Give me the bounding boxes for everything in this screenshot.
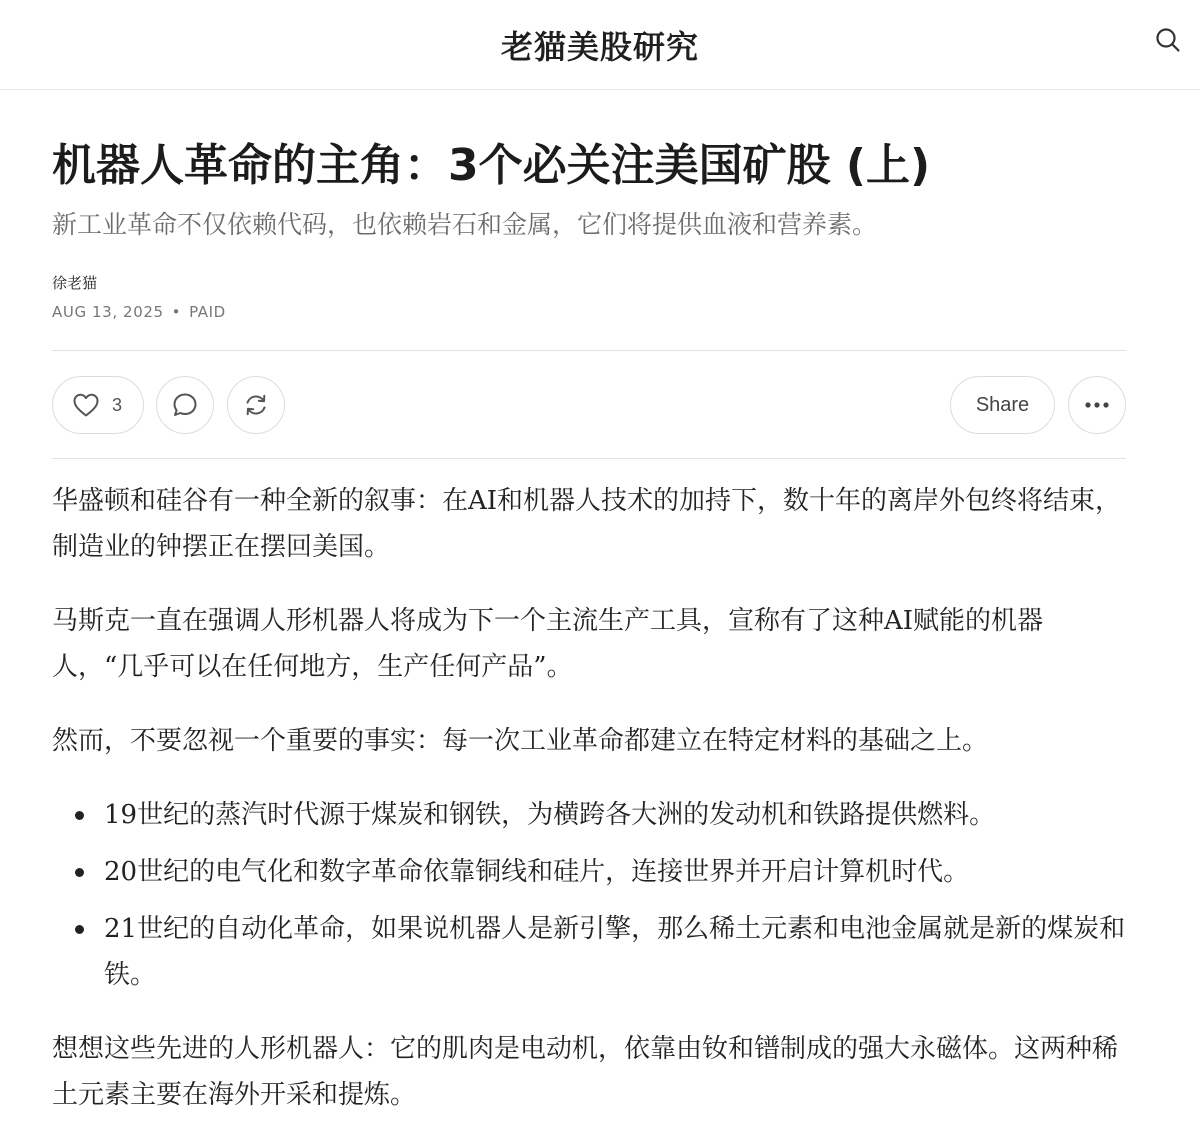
- more-options-button[interactable]: [1068, 376, 1126, 434]
- article-subtitle: 新工业革命不仅依赖代码，也依赖岩石和金属，它们将提供血液和营养素。: [52, 210, 878, 239]
- like-button[interactable]: [52, 376, 144, 434]
- search-button[interactable]: [1148, 20, 1188, 60]
- bullet-item: 20世纪的电气化和数字革命依靠铜线和硅片，连接世界并开启计算机时代。: [52, 849, 1132, 895]
- body-paragraph: 华盛顿和硅谷有一种全新的叙事：在AI和机器人技术的加持下，数十年的离岸外包终将结束，制造业的钟摆正在摆回美国。: [52, 486, 1122, 562]
- body-paragraph: 然而，不要忽视一个重要的事实：每一次工业革命都建立在特定材料的基础之上。: [52, 726, 989, 756]
- publication-title[interactable]: 老猫美股研究: [500, 27, 699, 66]
- more-icon: [1084, 401, 1110, 409]
- bullet-item: 19世纪的蒸汽时代源于煤炭和钢铁，为横跨各大洲的发动机和铁路提供燃料。: [52, 792, 1132, 838]
- paid-badge: PAID: [189, 303, 226, 321]
- post-meta: [52, 300, 226, 324]
- comment-icon: [171, 391, 199, 419]
- share-button[interactable]: Share: [950, 376, 1055, 434]
- body-paragraph: 马斯克一直在强调人形机器人将成为下一个主流生产工具，宣称有了这种AI赋能的机器人，“几乎可以在任何地方，生产任何产品”。: [52, 606, 1044, 682]
- divider-top: [52, 350, 1126, 351]
- body-paragraph: 想想这些先进的人形机器人：它的肌肉是电动机，依靠由钕和镨制成的强大永磁体。这两种稀土元素主要在海外开采和提炼。: [52, 1034, 1119, 1110]
- search-icon: [1155, 27, 1181, 53]
- heart-icon: [72, 392, 100, 418]
- comment-button[interactable]: [156, 376, 214, 434]
- article-body: [52, 478, 1132, 1146]
- bullet-list: [52, 792, 1132, 998]
- bullet-item: 21世纪的自动化革命，如果说机器人是新引擎，那么稀土元素和电池金属就是新的煤炭和铁。: [52, 906, 1132, 998]
- restack-button[interactable]: [227, 376, 285, 434]
- like-count: 3: [112, 394, 123, 415]
- restack-icon: [242, 391, 270, 419]
- meta-separator: •: [171, 303, 182, 321]
- divider-bottom: [52, 458, 1126, 459]
- article-title: 机器人革命的主角：3个必关注美国矿股 (上): [52, 140, 931, 191]
- post-date: AUG 13, 2025: [52, 303, 164, 321]
- author-name[interactable]: 徐老猫: [52, 274, 98, 292]
- top-bar: [0, 0, 1200, 90]
